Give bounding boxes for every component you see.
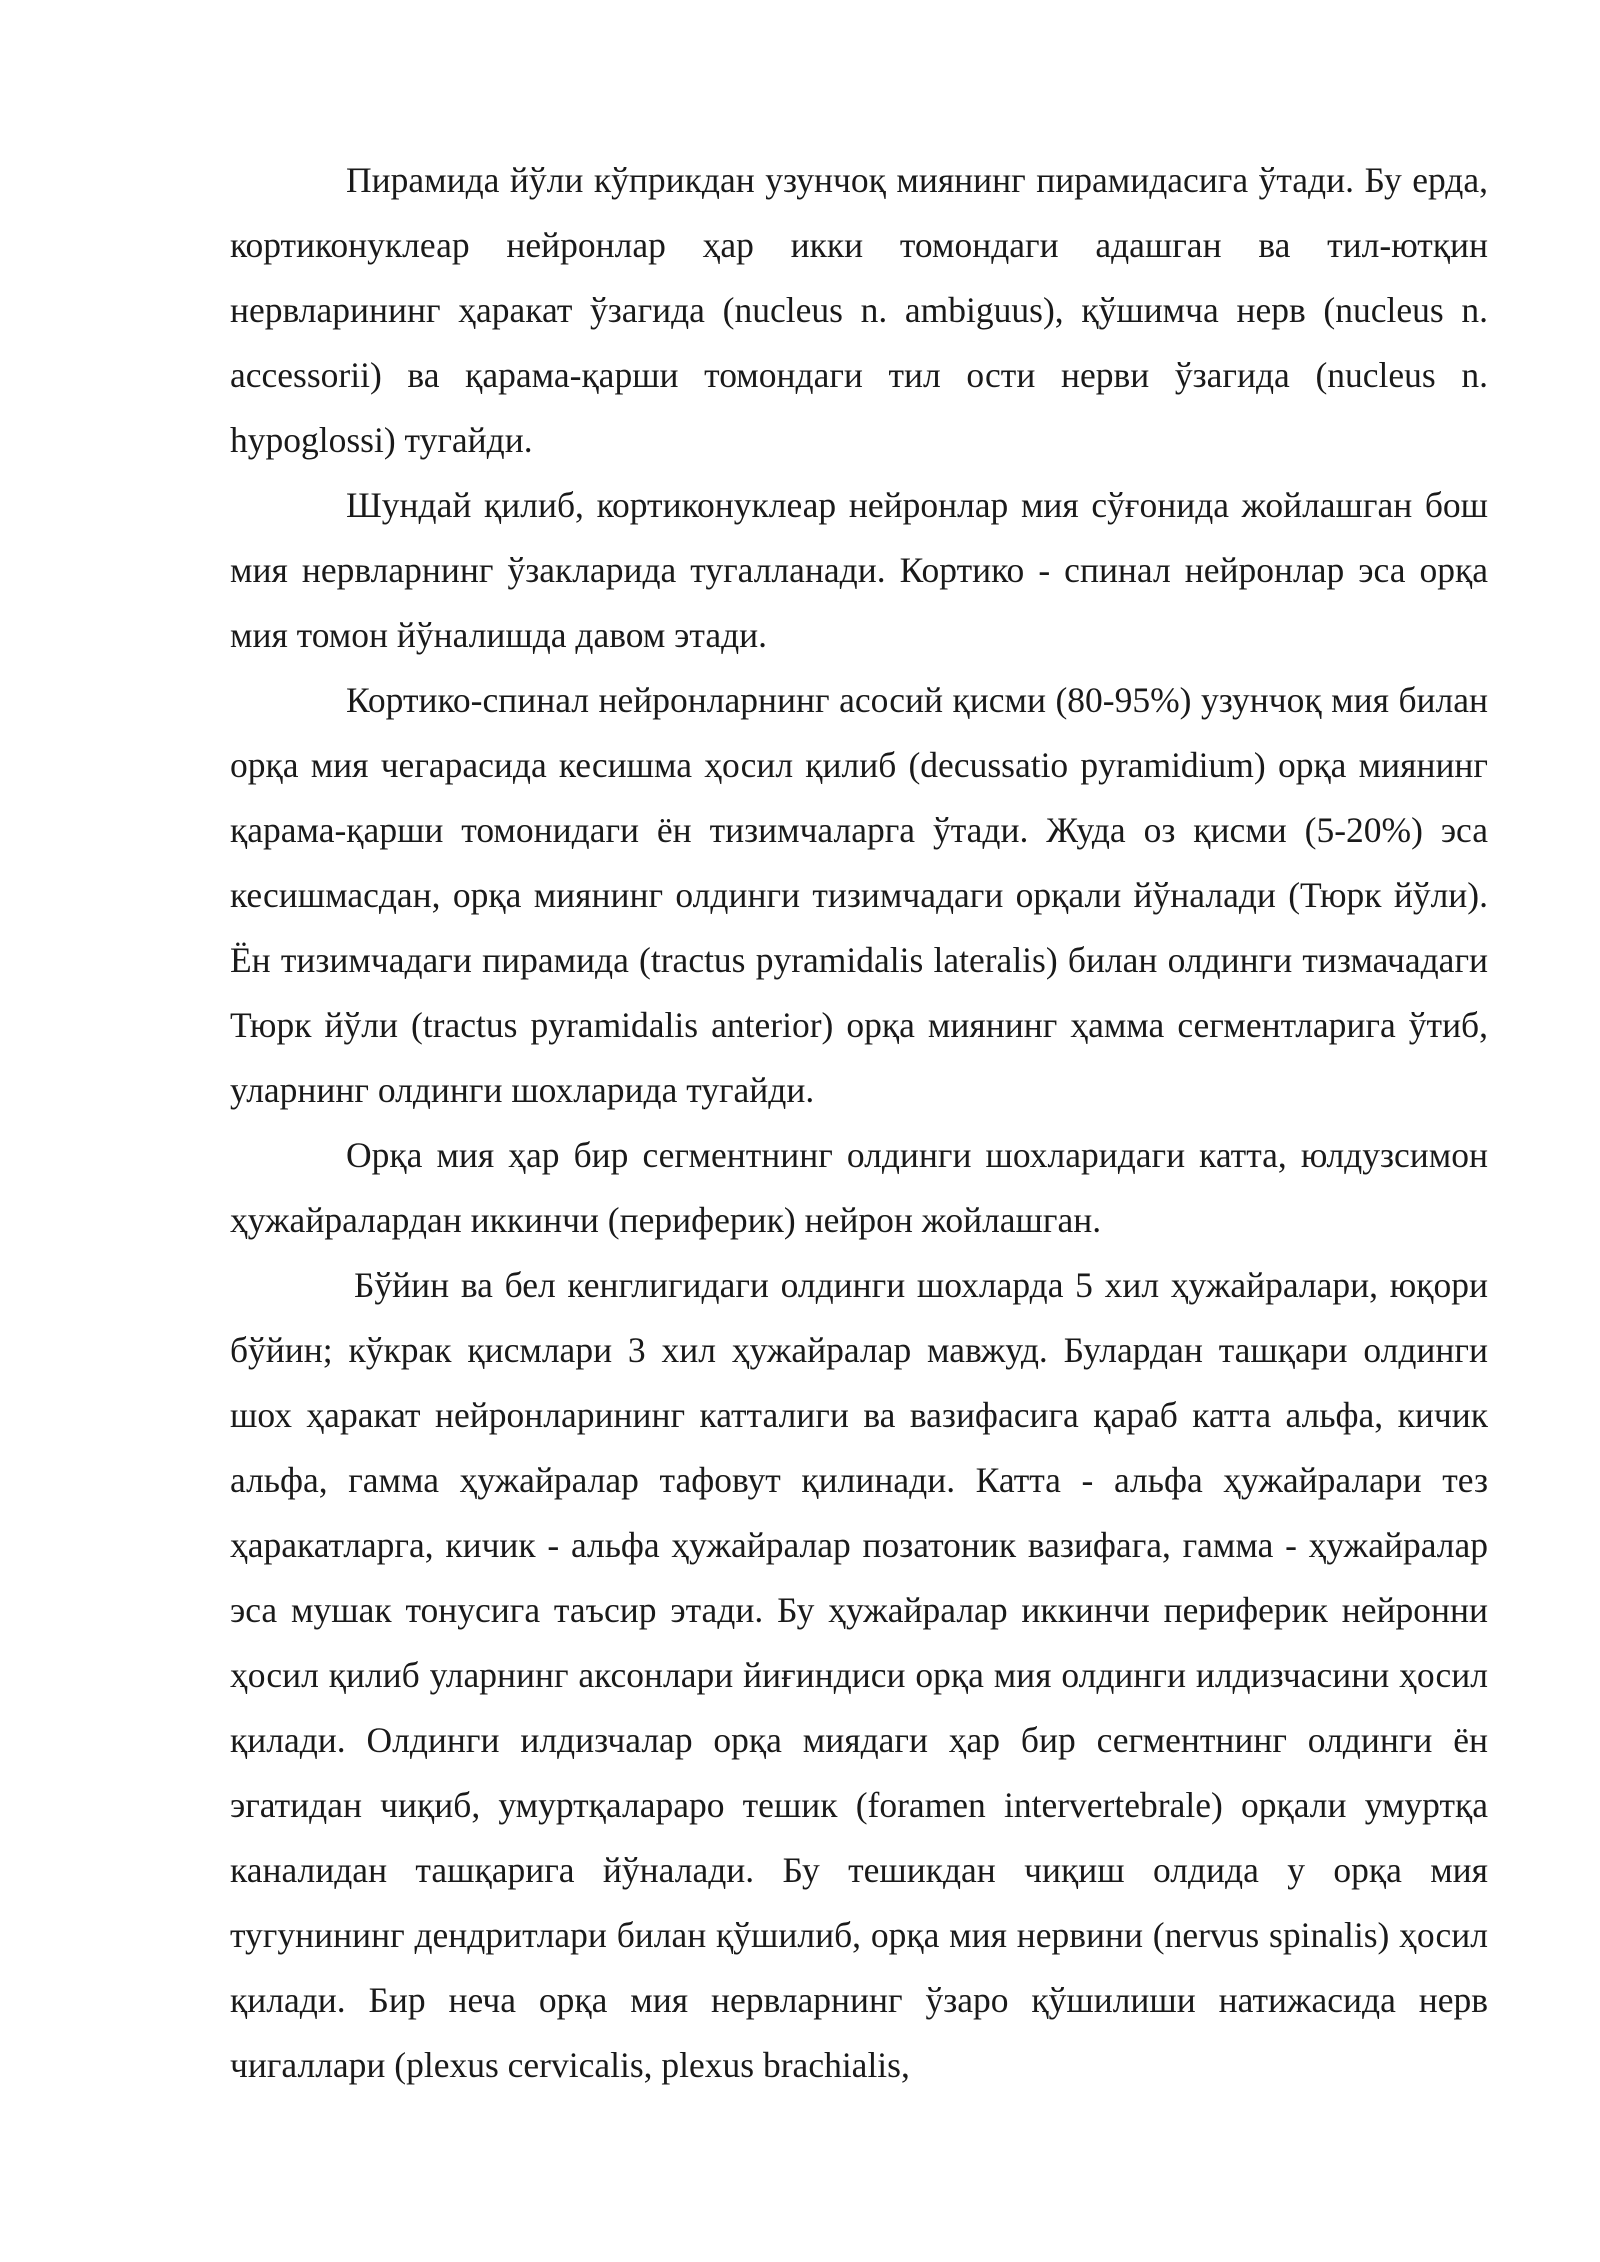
paragraph-anterior-horn: Орқа мия ҳар бир сегментнинг олдинги шохларидаги катта, юлдузсимон ҳужайралардан иккинчи (периферик) нейрон жойлашган. [230, 1135, 1488, 1240]
paragraph-pyramidal-tract: Пирамида йўли кўприкдан узунчоқ миянинг пирамидасига ўтади. Бу ерда, кортиконуклеар нейронлар ҳар икки томондаги адашган ва тил-ютқин нервларининг ҳаракат ўзагида (nucleus n. ambiguus), қўшимча нерв (nucleus n. accessorii) ва қарама-қарши томондаги тил ости нерви ўзагида (nucleus n. hypoglossi) тугайди. [230, 160, 1488, 460]
paragraph-corticospinal: Кортико-спинал нейронларнинг асосий қисми (80-95%) узунчоқ мия билан орқа мия чегарасида кесишма ҳосил қилиб (decussatio pyramidium) орқа миянинг қарама-қарши томонидаги ён тизимчаларга ўтади. Жуда оз қисми (5-20%) эса кесишмасдан, орқа миянинг олдинги тизимчадаги орқали йўналади (Тюрк йўли). Ён тизимчадаги пирамида (tractus pyramidalis lateralis) билан олдинги тизмачадаги Тюрк йўли (tractus pyramidalis anterior) орқа миянинг ҳамма сегментларига ўтиб, уларнинг олдинги шохларида тугайди. [230, 680, 1488, 1110]
paragraph-corticonuclear: Шундай қилиб, кортиконуклеар нейронлар мия сўғонида жойлашган бош мия нервларнинг ўзакларида тугалланади. Кортико - спинал нейронлар эса орқа мия томон йўналишда давом этади. [230, 485, 1488, 655]
document-page [230, 148, 1488, 2098]
paragraph-neck-lumbar: Бўйин ва бел кенглигидаги олдинги шохларда 5 хил ҳужайралари, юқори бўйин; кўкрак қисмлари 3 хил ҳужайралар мавжуд. Булардан ташқари олдинги шох ҳаракат нейронларининг катталиги ва вазифасига қараб катта альфа, кичик альфа, гамма ҳужайралар тафовут қилинади. Катта - альфа ҳужайралари тез ҳаракатларга, кичик - альфа ҳужайралар позатоник вазифага, гамма - ҳужайралар эса мушак тонусига таъсир этади. Бу ҳужайралар иккинчи периферик нейронни ҳосил қилиб уларнинг аксонлари йиғиндиси орқа мия олдинги илдизчасини ҳосил қилади. Олдинги илдизчалар орқа миядаги ҳар бир сегментнинг олдинги ён эгатидан чиқиб, умуртқалараро тешик (foramen intervertebrale) орқали умуртқа каналидан ташқарига йўналади. Бу тешикдан чиқиш олдида у орқа мия тугунининг дендритлари билан қўшилиб, орқа мия нервини (nervus spinalis) ҳосил қилади. Бир неча орқа мия нервларнинг ўзаро қўшилиши натижасида нерв чигаллари (plexus cervicalis, plexus brachialis, [230, 1265, 1488, 2085]
